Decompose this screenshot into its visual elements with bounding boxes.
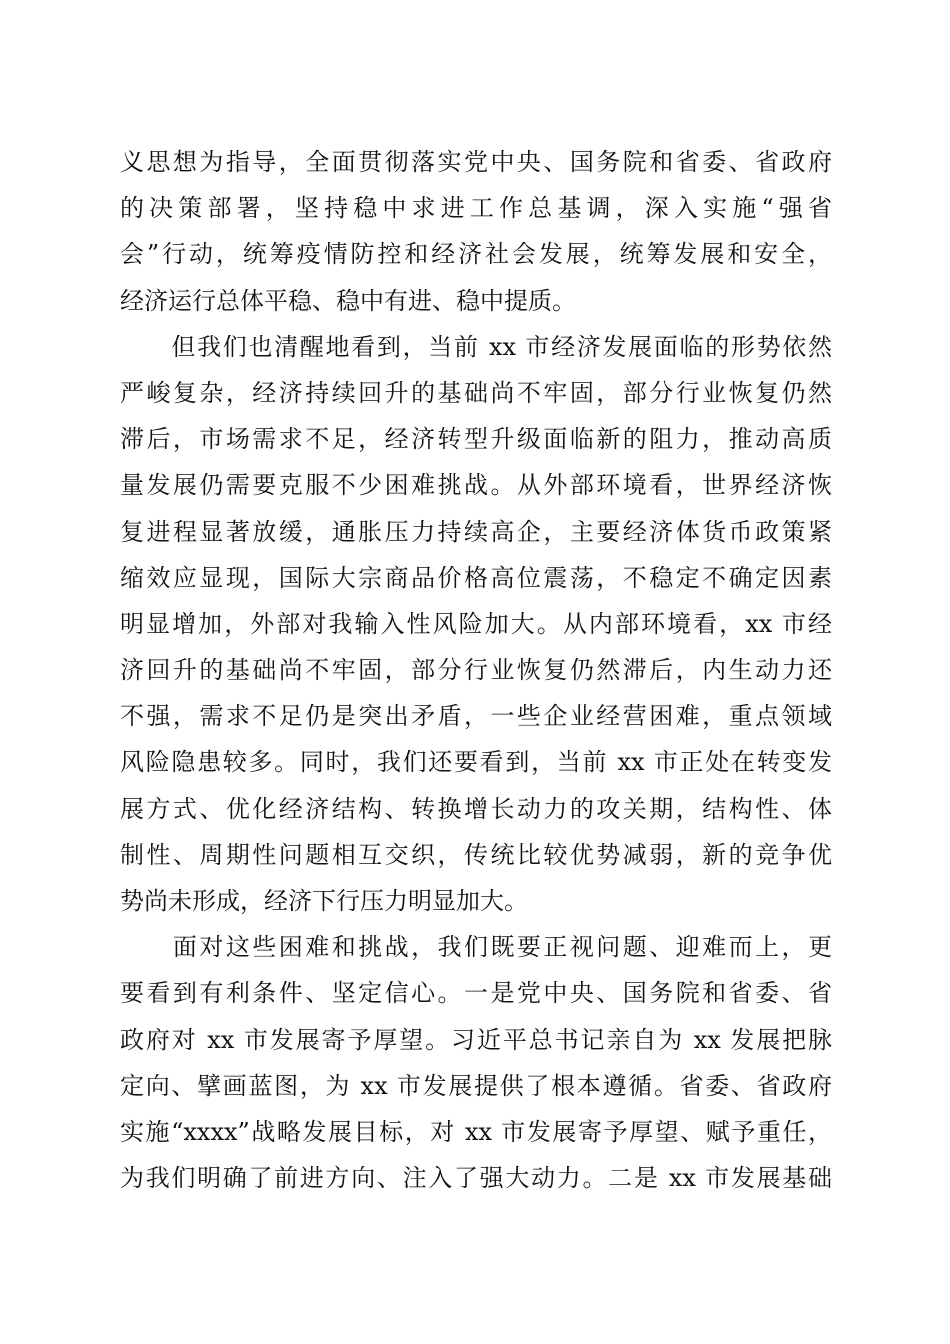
text-line: 义思想为指导，全面贯彻落实党中央、国务院和省委、省政府 bbox=[120, 148, 832, 176]
text-line: 复进程显著放缓，通胀压力持续高企，主要经济体货币政策紧 bbox=[120, 517, 832, 546]
text-line: 的决策部署，坚持稳中求进工作总基调，深入实施“强省 bbox=[120, 194, 832, 223]
text-line: 面对这些困难和挑战，我们既要正视问题、迎难而上，更 bbox=[120, 933, 832, 962]
text-line: 量发展仍需要克服不少困难挑战。从外部环境看，世界经济恢 bbox=[120, 471, 832, 500]
text-line: 定向、擘画蓝图，为 xx 市发展提供了根本遵循。省委、省政府 bbox=[120, 1071, 832, 1100]
text-line: 明显增加，外部对我输入性风险加大。从内部环境看，xx 市经 bbox=[120, 609, 832, 638]
text-line: 为我们明确了前进方向、注入了强大动力。二是 xx 市发展基础 bbox=[120, 1164, 832, 1193]
text-line: 实施“xxxx”战略发展目标，对 xx 市发展寄予厚望、赋予重任， bbox=[120, 1117, 832, 1146]
text-line: 不强，需求不足仍是突出矛盾，一些企业经营困难，重点领域 bbox=[120, 702, 832, 731]
text-line: 滞后，市场需求不足，经济转型升级面临新的阻力，推动高质 bbox=[120, 425, 832, 454]
text-line: 缩效应显现，国际大宗商品价格高位震荡，不稳定不确定因素 bbox=[120, 563, 832, 592]
text-line: 展方式、优化经济结构、转换增长动力的攻关期，结构性、体 bbox=[120, 794, 832, 823]
text-line: 要看到有利条件、坚定信心。一是党中央、国务院和省委、省 bbox=[120, 979, 832, 1008]
text-line: 济回升的基础尚不牢固，部分行业恢复仍然滞后，内生动力还 bbox=[120, 656, 832, 685]
text-line: 政府对 xx 市发展寄予厚望。习近平总书记亲自为 xx 发展把脉 bbox=[120, 1025, 832, 1054]
text-line: 严峻复杂，经济持续回升的基础尚不牢固，部分行业恢复仍然 bbox=[120, 378, 832, 407]
document-body bbox=[120, 139, 832, 1201]
text-line: 但我们也清醒地看到，当前 xx 市经济发展面临的形势依然 bbox=[120, 332, 832, 361]
text-line: 经济运行总体平稳、稳中有进、稳中提质。 bbox=[120, 286, 576, 315]
text-line: 制性、周期性问题相互交织，传统比较优势减弱，新的竞争优 bbox=[120, 840, 832, 869]
text-line: 势尚未形成，经济下行压力明显加大。 bbox=[120, 887, 528, 915]
text-line: 会”行动，统筹疫情防控和经济社会发展，统筹发展和安全， bbox=[120, 240, 832, 269]
text-line: 风险隐患较多。同时，我们还要看到，当前 xx 市正处在转变发 bbox=[120, 748, 832, 777]
